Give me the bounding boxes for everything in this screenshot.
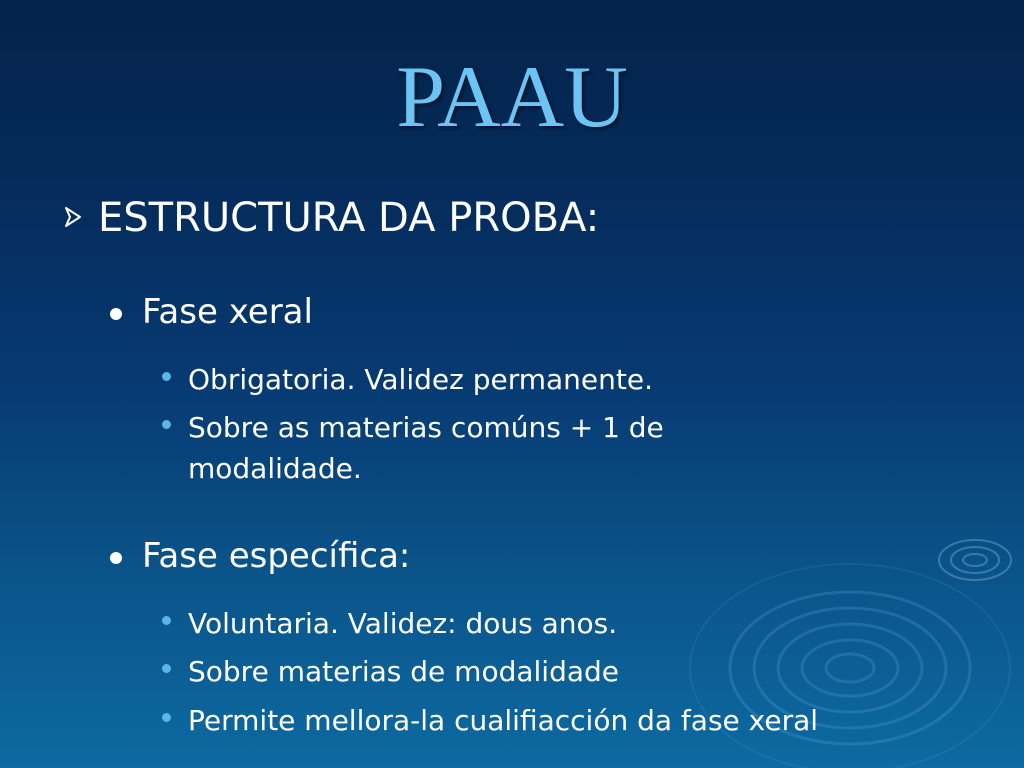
bullet-dot-icon (162, 420, 171, 429)
bullet-dot-icon (162, 664, 171, 673)
list-item-text: Voluntaria. Validez: dous anos. (188, 607, 618, 640)
bullet-dot-icon (110, 308, 122, 320)
bullet-dot-icon (110, 552, 122, 564)
list-item-text: Sobre as materias comúns + 1 de (188, 411, 664, 444)
bullet-dot-icon (162, 713, 171, 722)
list-item-text: Obrigatoria. Validez permanente. (188, 363, 653, 396)
arrow-bullet-icon (62, 206, 84, 228)
bullet-dot-icon (162, 372, 171, 381)
section-label: Fase xeral (142, 292, 313, 332)
slide-title: PAAU (396, 49, 628, 146)
list-item-text: modalidade. (188, 452, 362, 485)
list-item-text: Sobre materias de modalidade (188, 655, 620, 688)
list-item-text: Permite mellora-la cualifiacción da fase xeral (188, 704, 819, 737)
section-label: Fase específica: (142, 536, 411, 576)
heading-text: ESTRUCTURA DA PROBA: (98, 195, 600, 241)
bullet-dot-icon (162, 616, 171, 625)
